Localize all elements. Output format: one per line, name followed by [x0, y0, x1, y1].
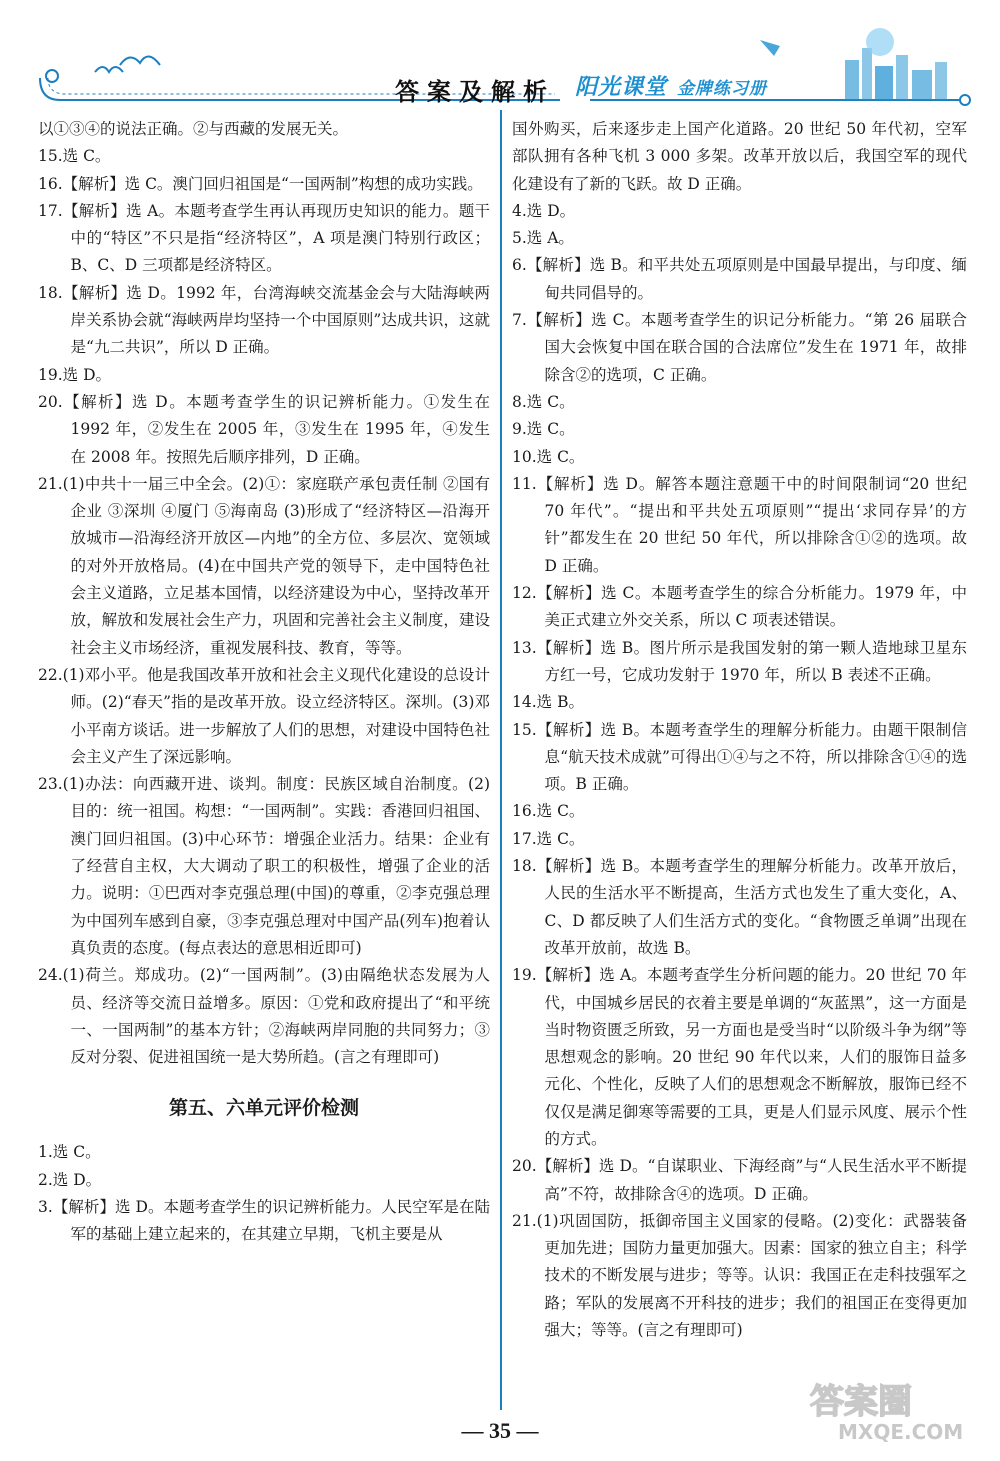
answer-item: 13.【解析】选 B。图片所示是我国发射的第一颗人造地球卫星东方红一号，它成功发射于 1970 年，所以 B 表述不正确。 — [512, 638, 967, 684]
left-answer-list — [38, 116, 490, 1071]
answer-item: 1.选 C。 — [38, 1143, 101, 1162]
right-answer-list — [512, 116, 967, 1344]
answer-item: 14.选 B。 — [512, 693, 584, 712]
answer-item: 9.选 C。 — [512, 420, 575, 439]
right-column — [512, 116, 967, 1344]
answer-item: 21.(1)巩固国防，抵御帝国主义国家的侵略。(2)变化：武器装备更加先进；国防力量更加强大。因素：国家的独立自主；科学技术的不断发展与进步；等等。认识：我国正在走科技强军之路；军队的发展离不开科技的进步；我们的祖国正在变得更加强大；等等。(言之有理即可) — [512, 1211, 967, 1340]
answer-item: 12.【解析】选 C。本题考查学生的综合分析能力。1979 年，中美正式建立外交关系，所以 C 项表述错误。 — [512, 584, 967, 630]
answer-item: 15.【解析】选 B。本题考查学生的理解分析能力。由题干限制信息“航天技术成就”可得出①④与之不符，所以排除含①④的选项。B 正确。 — [512, 720, 967, 794]
header-title: 答案及解析 — [395, 78, 555, 106]
answer-item: 20.【解析】选 D。本题考查学生的识记辨析能力。①发生在 1992 年，②发生在 2005 年，③发生在 1995 年，④发生在 2008 年。按照先后顺序排列，D 正确。 — [38, 392, 490, 466]
answer-item: 4.选 D。 — [512, 201, 576, 220]
answer-columns — [0, 116, 1000, 1406]
section-title: 第五、六单元评价检测 — [168, 1097, 359, 1120]
answer-item: 16.选 C。 — [512, 802, 585, 821]
answer-item: 以①③④的说法正确。②与西藏的发展无关。 — [38, 120, 349, 138]
answer-item: 18.【解析】选 D。1992 年，台湾海峡交流基金会与大陆海峡两岸关系协会就“海峡两岸均坚持一个中国原则”达成共识，这就是“九二共识”，所以 D 正确。 — [38, 283, 490, 357]
answer-item: 17.【解析】选 A。本题考查学生再认再现历史知识的能力。题干中的“特区”不只是指“经济特区”，A 项是澳门特别行政区；B、C、D 三项都是经济特区。 — [38, 201, 490, 275]
bird-icon — [95, 67, 123, 72]
watermark-logo — [800, 1371, 980, 1446]
answer-item: 17.选 C。 — [512, 829, 585, 848]
answer-item: 6.【解析】选 B。和平共处五项原则是中国最早提出，与印度、缅甸共同倡导的。 — [512, 256, 967, 302]
answer-item: 20.【解析】选 D。“自谋职业、下海经商”与“人民生活水平不断提高”不符，故排除含④的选项。D 正确。 — [512, 1157, 967, 1203]
answer-item: 国外购买，后来逐步走上国产化道路。20 世纪 50 年代初，空军部队拥有各种飞机 3 000 多架。改革开放以后，我国空军的现代化建设有了新的飞跃。故 D 正确。 — [512, 120, 967, 193]
brand-logo — [575, 70, 767, 101]
brand-sub: 金牌练习册 — [677, 79, 768, 99]
left-column — [38, 116, 490, 1249]
left-answer-list-after — [38, 1139, 490, 1248]
svg-text:答案圈: 答案圈 — [810, 1382, 912, 1422]
answer-item: 7.【解析】选 C。本题考查学生的识记分析能力。“第 26 届联合国大会恢复中国在联合国的合法席位”发生在 1971 年，故排除含②的选项，C 正确。 — [512, 311, 967, 384]
answer-item: 15.选 C。 — [38, 147, 111, 166]
answer-item: 19.【解析】选 A。本题考查学生分析问题的能力。20 世纪 70 年代，中国城乡居民的衣着主要是单调的“灰蓝黑”，这一方面是当时物资匮乏所致，另一方面也是受当时“以阶级斗争为纲”等思想观念的影响。20 世纪 90 年代以来，人们的服饰日益多元化、个性化，反映了人们的思想观念不断解放，服饰已经不仅仅是满足御寒等需要的工具，更是人们显示风度、展示个性的方式。 — [512, 966, 967, 1148]
answer-item: 22.(1)邓小平。他是我国改革开放和社会主义现代化建设的总设计师。(2)“春天”指的是改革开放。设立经济特区。深圳。(3)邓小平南方谈话。进一步解放了人们的思想，对建设中国特色社会主义产生了深远影响。 — [38, 665, 490, 766]
airplane-icon — [760, 40, 780, 56]
answer-item: 2.选 D。 — [38, 1170, 102, 1189]
answer-item: 23.(1)办法：向西藏开进、谈判。制度：民族区域自治制度。(2)目的：统一祖国。构想：“一国两制”。实践：香港回归祖国、澳门回归祖国。(3)中心环节：增强企业活力。结果：企业有了经营自主权，大大调动了职工的积极性，增强了企业的活力。说明：①巴西对李克强总理(中国)的尊重，②李克强总理为中国列车感到自豪，③李克强总理对中国产品(列车)抱着认真负责的态度。(每点表达的意思相近即可) — [38, 775, 490, 957]
answer-item: 19.选 D。 — [38, 365, 112, 384]
answer-item: 11.【解析】选 D。解答本题注意题干中的时间限制词“20 世纪 70 年代”。“提出和平共处五项原则”“提出‘求同存异’的方针”都发生在 20 世纪 50 年代，所以排除含①②的选项。故 D 正确。 — [512, 474, 967, 575]
answer-item: 16.【解析】选 C。澳门回归祖国是“一国两制”构想的成功实践。 — [38, 174, 483, 193]
answer-item: 5.选 A。 — [512, 229, 574, 248]
answer-item: 10.选 C。 — [512, 447, 585, 466]
bird-icon — [120, 56, 160, 65]
page-header — [0, 0, 1000, 110]
answer-item: 18.【解析】选 B。本题考查学生的理解分析能力。改革开放后，人民的生活水平不断提高，生活方式也发生了重大变化，A、C、D 都反映了人们生活方式的变化。“食物匮乏单调”出现在改革开放前，故选 B。 — [512, 857, 967, 957]
answer-item: 8.选 C。 — [512, 392, 575, 411]
page-number: — 35 — — [461, 1418, 539, 1443]
answer-item: 24.(1)荷兰。郑成功。(2)“一国两制”。(3)由隔绝状态发展为人员、经济等交流日益增多。原因：①党和政府提出了“和平统一、一国两制”的基本方针；②海峡两岸同胞的共同努力；③反对分裂、促进祖国统一是大势所趋。(言之有理即可) — [38, 966, 490, 1067]
svg-text:MXQE.COM: MXQE.COM — [838, 1420, 964, 1444]
answer-item: 21.(1)中共十一届三中全会。(2)①：家庭联产承包责任制 ②国有企业 ③深圳 ④厦门 ⑤海南岛 (3)形成了“经济特区—沿海开放城市—沿海经济开放区—内地”的全方位、多层次、宽领域的对外开放格局。(4)在中国共产党的领导下，走中国特色社会主义道路，立足基本国情，以经济建设为中心，坚持改革开放，解放和发展社会生产力，巩固和完善社会主义制度，建设社会主义市场经济，重视发展科技、教育，等等。 — [38, 474, 490, 657]
brand-main: 阳光课堂 — [575, 75, 668, 100]
answer-item: 3.【解析】选 D。本题考查学生的识记辨析能力。人民空军是在陆军的基础上建立起来的，在其建立早期，飞机主要是从 — [38, 1197, 490, 1244]
